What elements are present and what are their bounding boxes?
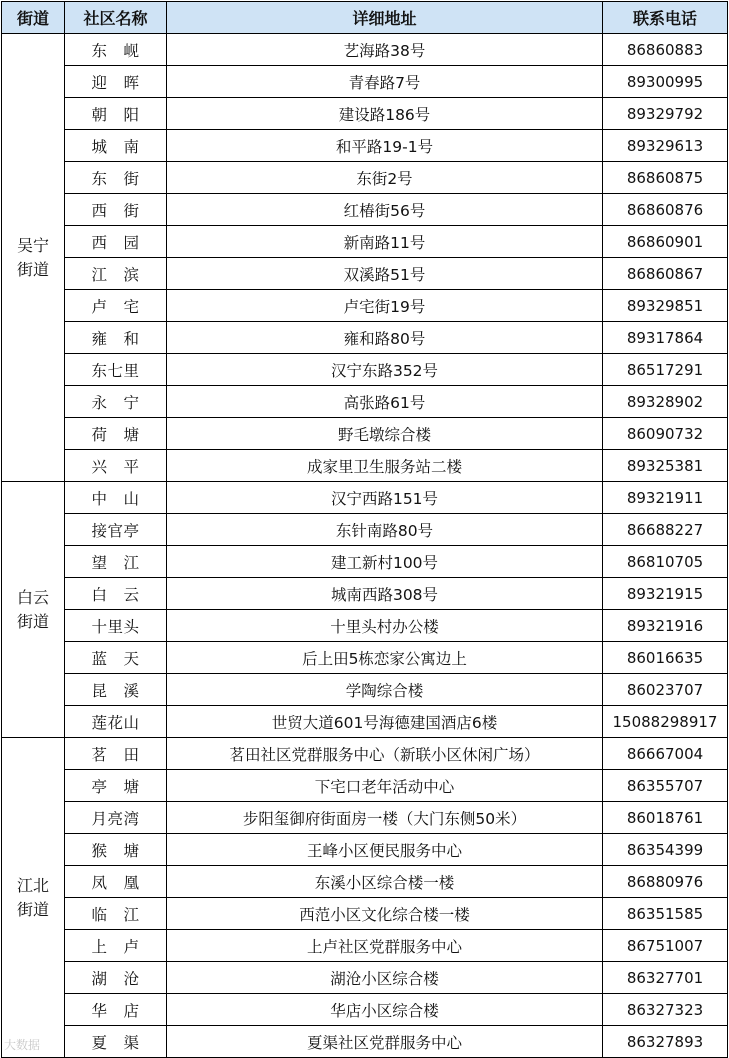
phone-cell: 86327323 <box>603 994 728 1026</box>
phone-cell: 89329792 <box>603 98 728 130</box>
header-row <box>2 2 728 34</box>
address-cell: 下宅口老年活动中心 <box>167 770 603 802</box>
phone-cell: 86023707 <box>603 674 728 706</box>
table-row <box>2 546 728 578</box>
table-row <box>2 994 728 1026</box>
phone-cell: 86751007 <box>603 930 728 962</box>
table-row <box>2 194 728 226</box>
table-row <box>2 706 728 738</box>
address-cell: 城南西路308号 <box>167 578 603 610</box>
community-name-cell: 中 山 <box>65 482 167 514</box>
community-name-cell: 蓝 天 <box>65 642 167 674</box>
community-name-cell: 东 街 <box>65 162 167 194</box>
phone-cell: 86667004 <box>603 738 728 770</box>
watermark: 大数据 <box>4 1038 41 1052</box>
address-cell: 成家里卫生服务站二楼 <box>167 450 603 482</box>
community-name-cell: 月亮湾 <box>65 802 167 834</box>
header-address: 详细地址 <box>167 2 603 34</box>
community-name-cell: 亭 塘 <box>65 770 167 802</box>
table-row <box>2 418 728 450</box>
community-name-cell: 昆 溪 <box>65 674 167 706</box>
community-name-cell: 西 街 <box>65 194 167 226</box>
community-name-cell: 雍 和 <box>65 322 167 354</box>
phone-cell: 86327701 <box>603 962 728 994</box>
street-cell: 白云 街道 <box>2 482 65 738</box>
address-cell: 西范小区文化综合楼一楼 <box>167 898 603 930</box>
table-body <box>2 34 728 1058</box>
community-name-cell: 荷 塘 <box>65 418 167 450</box>
table-row <box>2 674 728 706</box>
address-cell: 高张路61号 <box>167 386 603 418</box>
address-cell: 建设路186号 <box>167 98 603 130</box>
header-phone: 联系电话 <box>603 2 728 34</box>
table-row <box>2 66 728 98</box>
phone-cell: 86355707 <box>603 770 728 802</box>
phone-cell: 86860867 <box>603 258 728 290</box>
community-name-cell: 猴 塘 <box>65 834 167 866</box>
table-row <box>2 34 728 66</box>
community-name-cell: 华 店 <box>65 994 167 1026</box>
address-cell: 十里头村办公楼 <box>167 610 603 642</box>
header-street: 街道 <box>2 2 65 34</box>
address-cell: 东街2号 <box>167 162 603 194</box>
table-row <box>2 738 728 770</box>
address-cell: 东针南路80号 <box>167 514 603 546</box>
table-row <box>2 162 728 194</box>
table-row <box>2 290 728 322</box>
phone-cell: 86688227 <box>603 514 728 546</box>
community-name-cell: 湖 沧 <box>65 962 167 994</box>
community-name-cell: 江 滨 <box>65 258 167 290</box>
table-row <box>2 866 728 898</box>
header-community: 社区名称 <box>65 2 167 34</box>
community-name-cell: 凤 凰 <box>65 866 167 898</box>
community-name-cell: 十里头 <box>65 610 167 642</box>
table-row <box>2 322 728 354</box>
community-name-cell: 朝 阳 <box>65 98 167 130</box>
table-row <box>2 258 728 290</box>
address-cell: 后上田5栋恋家公寓边上 <box>167 642 603 674</box>
phone-cell: 86810705 <box>603 546 728 578</box>
table-row <box>2 802 728 834</box>
table-row <box>2 226 728 258</box>
address-cell: 和平路19-1号 <box>167 130 603 162</box>
address-cell: 建工新村100号 <box>167 546 603 578</box>
community-name-cell: 白 云 <box>65 578 167 610</box>
phone-cell: 86090732 <box>603 418 728 450</box>
phone-cell: 86327893 <box>603 1026 728 1058</box>
community-name-cell: 莲花山 <box>65 706 167 738</box>
community-name-cell: 接官亭 <box>65 514 167 546</box>
address-cell: 新南路11号 <box>167 226 603 258</box>
address-cell: 学陶综合楼 <box>167 674 603 706</box>
street-cell: 江北 街道 <box>2 738 65 1058</box>
address-cell: 东溪小区综合楼一楼 <box>167 866 603 898</box>
phone-cell: 86860875 <box>603 162 728 194</box>
phone-cell: 86018761 <box>603 802 728 834</box>
table-row <box>2 354 728 386</box>
phone-cell: 89321911 <box>603 482 728 514</box>
table-row <box>2 898 728 930</box>
table-row <box>2 130 728 162</box>
phone-cell: 89328902 <box>603 386 728 418</box>
phone-cell: 86860883 <box>603 34 728 66</box>
address-cell: 艺海路38号 <box>167 34 603 66</box>
table-row <box>2 1026 728 1058</box>
phone-cell: 86860876 <box>603 194 728 226</box>
table-row <box>2 834 728 866</box>
phone-cell: 86351585 <box>603 898 728 930</box>
address-cell: 汉宁东路352号 <box>167 354 603 386</box>
table-row <box>2 578 728 610</box>
address-cell: 青春路7号 <box>167 66 603 98</box>
address-cell: 华店小区综合楼 <box>167 994 603 1026</box>
table-row <box>2 386 728 418</box>
address-cell: 雍和路80号 <box>167 322 603 354</box>
phone-cell: 86860901 <box>603 226 728 258</box>
table-row <box>2 770 728 802</box>
community-name-cell: 卢 宅 <box>65 290 167 322</box>
table-row <box>2 930 728 962</box>
address-cell: 湖沧小区综合楼 <box>167 962 603 994</box>
community-name-cell: 望 江 <box>65 546 167 578</box>
address-cell: 世贸大道601号海德建国酒店6楼 <box>167 706 603 738</box>
phone-cell: 89321916 <box>603 610 728 642</box>
community-name-cell: 兴 平 <box>65 450 167 482</box>
community-name-cell: 东七里 <box>65 354 167 386</box>
table-row <box>2 482 728 514</box>
community-name-cell: 东 岘 <box>65 34 167 66</box>
community-name-cell: 城 南 <box>65 130 167 162</box>
address-cell: 王峰小区便民服务中心 <box>167 834 603 866</box>
phone-cell: 89300995 <box>603 66 728 98</box>
address-cell: 步阳玺御府街面房一楼（大门东侧50米） <box>167 802 603 834</box>
community-name-cell: 上 卢 <box>65 930 167 962</box>
phone-cell: 89317864 <box>603 322 728 354</box>
address-cell: 上卢社区党群服务中心 <box>167 930 603 962</box>
phone-cell: 89325381 <box>603 450 728 482</box>
community-name-cell: 茗 田 <box>65 738 167 770</box>
community-contact-table <box>1 1 728 1058</box>
table-row <box>2 642 728 674</box>
community-name-cell: 迎 晖 <box>65 66 167 98</box>
phone-cell: 15088298917 <box>603 706 728 738</box>
phone-cell: 89329613 <box>603 130 728 162</box>
table-row <box>2 514 728 546</box>
address-cell: 双溪路51号 <box>167 258 603 290</box>
address-cell: 红椿街56号 <box>167 194 603 226</box>
community-name-cell: 永 宁 <box>65 386 167 418</box>
phone-cell: 86517291 <box>603 354 728 386</box>
community-name-cell: 临 江 <box>65 898 167 930</box>
address-cell: 汉宁西路151号 <box>167 482 603 514</box>
address-cell: 茗田社区党群服务中心（新联小区休闲广场） <box>167 738 603 770</box>
address-cell: 卢宅街19号 <box>167 290 603 322</box>
phone-cell: 86016635 <box>603 642 728 674</box>
table-row <box>2 962 728 994</box>
community-name-cell: 夏 渠 <box>65 1026 167 1058</box>
phone-cell: 86354399 <box>603 834 728 866</box>
table-row <box>2 610 728 642</box>
street-cell: 吴宁 街道 <box>2 34 65 482</box>
table-row <box>2 450 728 482</box>
phone-cell: 86880976 <box>603 866 728 898</box>
phone-cell: 89321915 <box>603 578 728 610</box>
address-cell: 野毛墩综合楼 <box>167 418 603 450</box>
address-cell: 夏渠社区党群服务中心 <box>167 1026 603 1058</box>
table-row <box>2 98 728 130</box>
community-name-cell: 西 园 <box>65 226 167 258</box>
phone-cell: 89329851 <box>603 290 728 322</box>
